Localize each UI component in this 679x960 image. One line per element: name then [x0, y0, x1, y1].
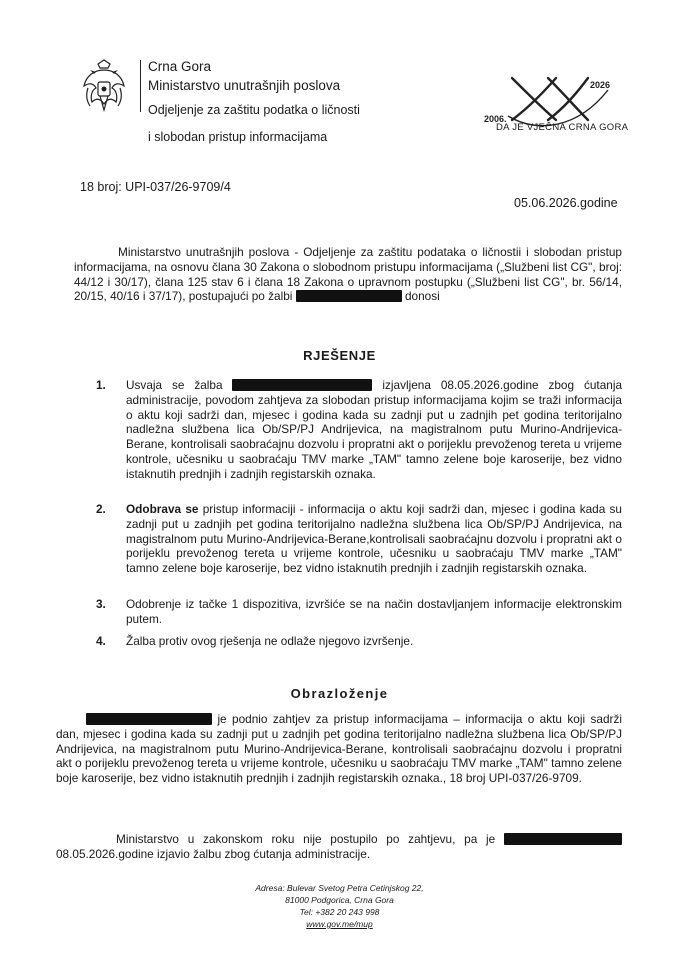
reasoning-title: Obrazloženje: [290, 686, 389, 701]
footer-phone: Tel: +382 20 243 998: [299, 907, 380, 917]
item-number: 1.: [96, 378, 106, 392]
item-lead: Odobrava se: [126, 502, 199, 516]
reasoning-text-continued: 08.05.2026.godine izjavio žalbu zbog ćutanja administracije.: [56, 846, 371, 861]
list-item: [96, 378, 622, 482]
redaction-bar: [86, 713, 212, 725]
department-line-2: i slobodan pristup informacijama: [148, 130, 328, 144]
intro-tail: donosi: [404, 289, 440, 304]
reasoning-paragraph-1: [56, 712, 622, 786]
footer-address-line-1: Adresa: Bulevar Svetog Petra Cetinjskog 22,: [255, 883, 424, 893]
reasoning-text: Ministarstvo u zakonskom roku nije postupilo po zahtjevu, pa je: [116, 832, 496, 846]
footer-website-link[interactable]: www.gov.me/mup: [306, 919, 373, 929]
ministry-name: Ministarstvo unutrašnjih poslova: [148, 78, 341, 93]
decision-title: RJEŠENJE: [303, 348, 376, 363]
item-text: Odobrenje iz tačke 1 dispozitiva, izvršiće se na način dostavljanjem informacije elektronskim putem.: [126, 597, 622, 626]
reasoning-text: je podnio zahtjev za pristup informacijama – informacija o aktu koji sadrži dan, mjesec i godina kada su zadnji put u zadnjih pet godina teritorijalno nadležna službena lica Ob/SP/PJ Andrijevica, na magistralnom putu Murino-Andrijevica-Berane, kontrolisali saobraćajnu dozvolu i propratni akt o porijeklu prevoženog tereta u vrijeme kontrole, učesniku u saobraćaju TMV marke „TAM" tamno zelene boje karoserije, bez vidno istaknutih prednjih i zadnjih registarskih oznaka., 18 broj UPI-037/26-9709.: [56, 712, 622, 786]
footer-address-line-2: 81000 Podgorica, Crna Gora: [285, 895, 394, 905]
intro-text: Ministarstvo unutrašnjih poslova - Odjeljenje za zaštitu podataka o ličnostii i slobodan pristup informacijama, na osnovu člana 30 Zakona o slobodnom pristupu informacijama („Službeni list CG", broj: 44/12 i 30/17), člana 125 stav 6 i člana 18 Zakona o upravnom postupku („Službeni list CG", br. 56/14, 20/15, 40/16 i 37/17), postupajući po žalbi: [74, 245, 622, 304]
list-item: [96, 502, 622, 576]
redaction-bar: [232, 379, 372, 391]
item-text: Usvaja se žalba: [126, 378, 223, 392]
list-item: [96, 634, 622, 649]
country-name: Crna Gora: [148, 59, 212, 74]
item-number: 3.: [96, 597, 106, 611]
jubilee-end-year: 2026: [590, 80, 611, 90]
footer-address: [0, 882, 679, 930]
intro-paragraph: [74, 245, 622, 304]
jubilee-start-year: 2006.: [484, 114, 507, 124]
item-text: pristup informaciji - informacija o aktu koji sadrži dan, mjesec i godina kada su zadnji put u zadnjih pet godina teritorijalno nadležna službena lica Ob/SP/PJ Andrijevica, na magistralnom putu Murino-Andrijevica-Berane,kontrolisali saobraćajnu dozvolu i propratni akt o porijeklu prevoženog tereta u vrijeme kontrole, učesniku u saobraćaju TMV marke „TAM" tamno zelene boje karoserije, bez vidno istaknutih prednjih i zadnjih registarskih oznaka.: [126, 502, 622, 576]
document-date: 05.06.2026.godine: [514, 196, 618, 210]
header-divider: [140, 60, 141, 112]
reference-number: 18 broj: UPI-037/26-9709/4: [80, 180, 231, 194]
department-line-1: Odjeljenje za zaštitu podatka o ličnosti: [148, 103, 360, 117]
redaction-bar: [504, 833, 622, 845]
item-number: 2.: [96, 502, 106, 516]
item-text: Žalba protiv ovog rješenja ne odlaže njegovo izvršenje.: [126, 634, 414, 648]
redaction-bar: [296, 290, 402, 302]
jubilee-motto: DA JE VJEČNA CRNA GORA: [496, 122, 629, 133]
item-number: 4.: [96, 634, 106, 648]
list-item: [96, 597, 622, 627]
coat-of-arms-icon: [80, 58, 128, 114]
item-text-continued: izjavljena 08.05.2026.godine zbog ćutanja administracije, povodom zahtjeva za slobodan pristup informacijama kojim se traži informacija o aktu koji sadrži dan, mjesec i godina kada su zadnji put u zadnjih pet godina teritorijalno nadležna službena lica Ob/SP/PJ Andrijevica, na magistralnom putu Murino-Andrijevica-Berane, kontrolisali saobraćajnu dozvolu i propratni akt o porijeklu prevoženog tereta u vrijeme kontrole, učesniku u saobraćaju TMV marke „TAM" tamno zelene boje karoserije, bez vidno istaknutih prednjih i zadnjih registarskih oznaka.: [126, 378, 623, 481]
reasoning-paragraph-2: [56, 832, 622, 862]
